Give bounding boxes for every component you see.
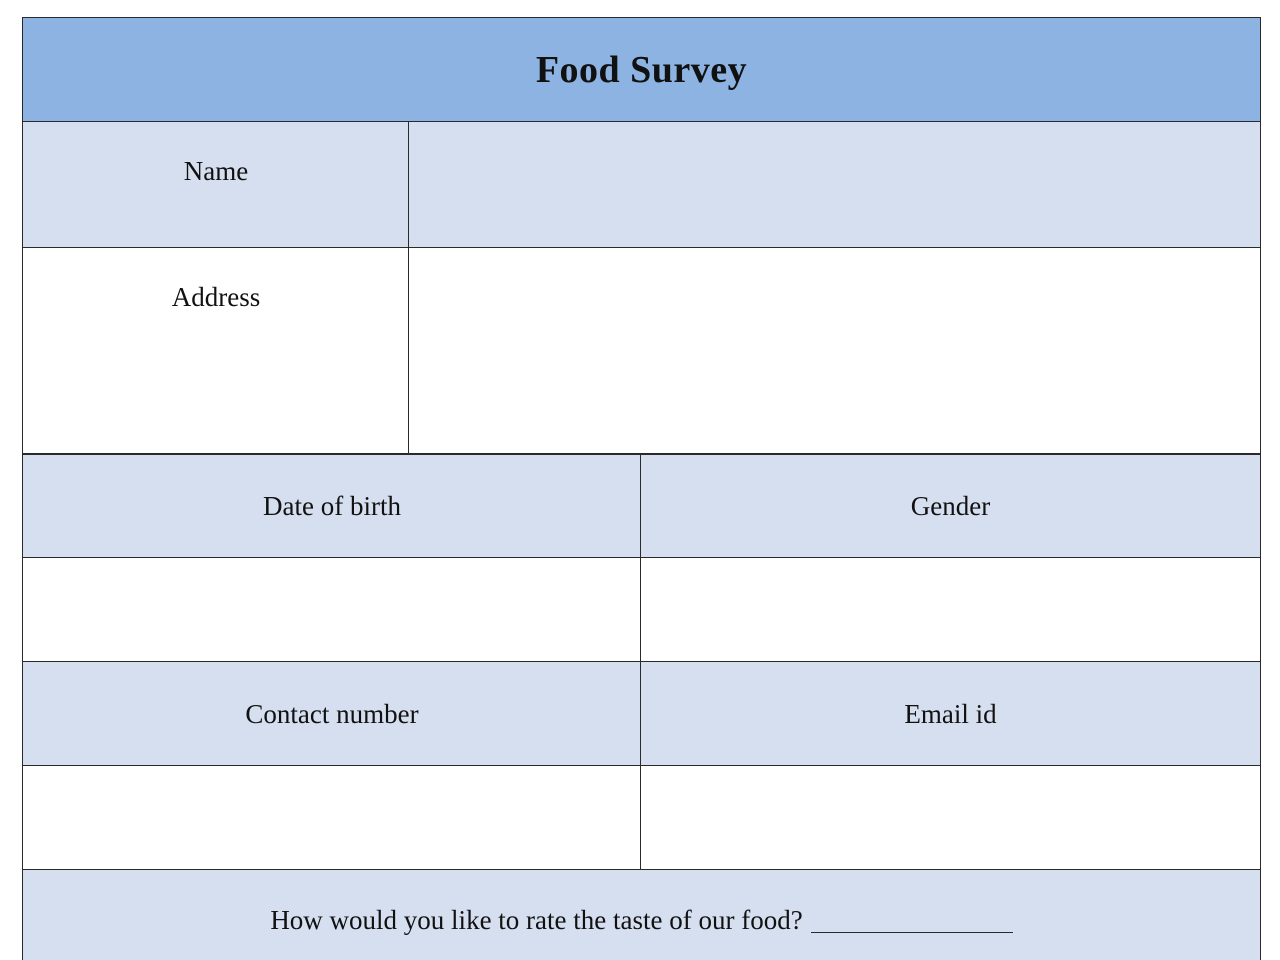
email-label: Email id [640, 661, 1261, 767]
taste-answer-blank[interactable] [811, 908, 1013, 933]
gender-label: Gender [640, 454, 1261, 559]
address-label: Address [22, 247, 410, 454]
contact-field[interactable] [22, 765, 642, 871]
email-field[interactable] [640, 765, 1261, 871]
dob-label: Date of birth [22, 454, 642, 559]
food-survey-form [22, 17, 1261, 960]
taste-question-row [22, 869, 1261, 960]
contact-label: Contact number [22, 661, 642, 767]
taste-question-text: How would you like to rate the taste of our food? [270, 904, 803, 935]
dob-field[interactable] [22, 557, 642, 662]
form-title: Food Survey [22, 17, 1261, 122]
name-label: Name [22, 121, 410, 249]
name-field[interactable] [408, 121, 1261, 249]
address-field[interactable] [408, 247, 1261, 454]
gender-field[interactable] [640, 557, 1261, 662]
